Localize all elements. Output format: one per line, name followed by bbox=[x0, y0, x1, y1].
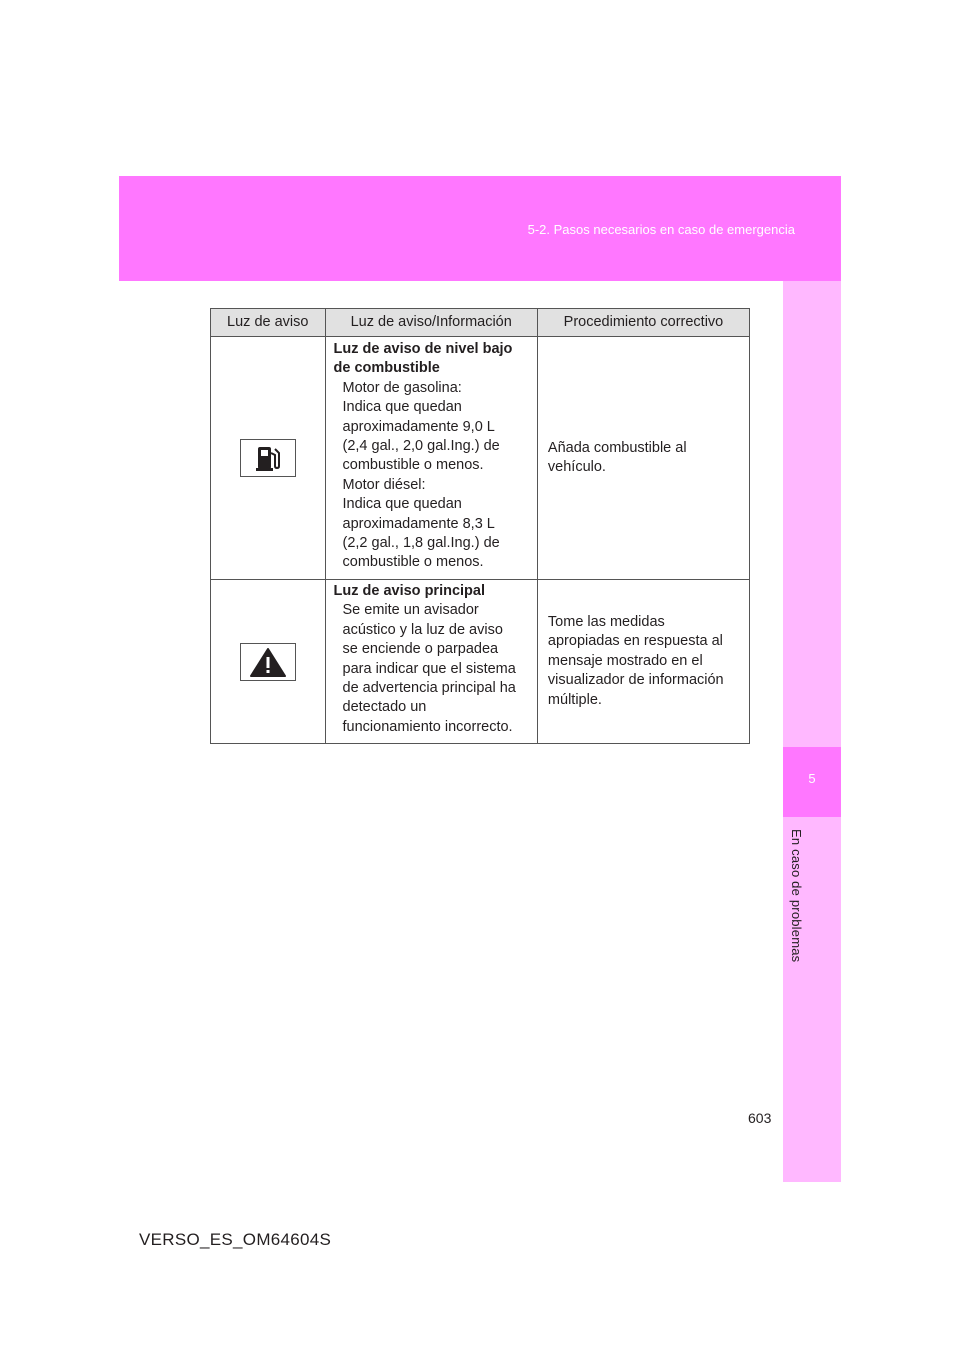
warning-title: Luz de aviso de nivel bajo de combustible bbox=[333, 341, 513, 377]
section-title: 5-2. Pasos necesarios en caso de emergencia bbox=[527, 222, 795, 237]
warning-description: Motor de gasolina: Indica que quedan aproximadamente 9,0 L (2,4 gal., 2,0 gal.Ing.) de combustible o menos. Motor diésel: Indica que quedan aproximadamente 8,3 L (2,2 gal., 1,8 gal.Ing.) de combustible o menos. bbox=[342, 379, 500, 571]
table-row bbox=[211, 579, 750, 743]
info-cell bbox=[325, 337, 537, 580]
document-code: VERSO_ES_OM64604S bbox=[139, 1230, 332, 1249]
header-information: Luz de aviso/Información bbox=[325, 309, 537, 337]
warning-title: Luz de aviso principal bbox=[333, 582, 485, 599]
chapter-label: En caso de problemas bbox=[789, 829, 804, 963]
procedure-cell: Añada combustible al vehículo. bbox=[537, 337, 749, 580]
header-band bbox=[119, 176, 841, 281]
chapter-side-tab bbox=[783, 281, 841, 1182]
warning-triangle-icon bbox=[240, 643, 296, 681]
table-header-row bbox=[211, 309, 750, 337]
warning-light-table bbox=[210, 308, 750, 744]
chapter-number-block bbox=[783, 747, 841, 817]
procedure-cell: Tome las medidas apropiadas en respuesta al mensaje mostrado en el visualizador de información múltiple. bbox=[537, 579, 749, 743]
header-warning-light: Luz de aviso bbox=[211, 309, 326, 337]
chapter-number: 5 bbox=[808, 771, 816, 786]
icon-cell bbox=[211, 579, 326, 743]
icon-cell bbox=[211, 337, 326, 580]
header-procedure: Procedimiento correctivo bbox=[537, 309, 749, 337]
info-cell bbox=[325, 579, 537, 743]
warning-description: Se emite un avisador acústico y la luz de aviso se enciende o parpadea para indicar que el sistema de advertencia principal ha detectado un funcionamiento incorrecto. bbox=[342, 602, 516, 735]
fuel-pump-icon bbox=[240, 439, 296, 477]
table-row bbox=[211, 337, 750, 580]
page-number: 603 bbox=[748, 1110, 772, 1126]
